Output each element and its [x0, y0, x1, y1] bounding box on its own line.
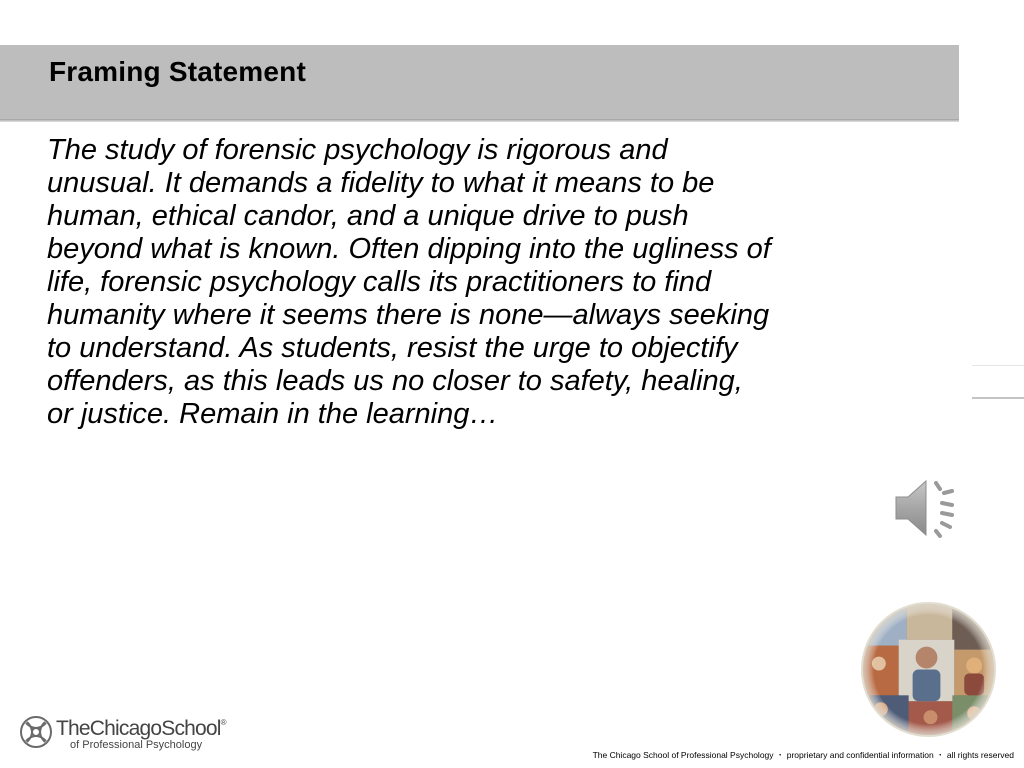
logo-subtitle: of Professional Psychology	[70, 739, 203, 751]
slide-title: Framing Statement	[49, 56, 306, 87]
chicago-school-logo	[18, 713, 226, 755]
footer-copyright: The Chicago School of Professional Psychology ・ proprietary and confidential information ・ all rights reserved	[592, 750, 1014, 760]
photo-collage-image	[859, 600, 998, 739]
title-band-shadow	[0, 119, 959, 122]
logo-name: TheChicagoSchool®	[56, 717, 226, 740]
chicago-school-emblem-icon	[18, 713, 54, 751]
speaker-icon[interactable]	[892, 475, 962, 541]
framing-statement-text: The study of forensic psychology is rigorous and unusual. It demands a fidelity to what it means to be human, ethical candor, and a unique drive to push beyond what is known. Often dipping into the ugliness of life, forensic psychology calls its practitioners to find humanity where it seems there is none—always seeking to understand. As students, resist the urge to objectify offenders, as this leads us no closer to safety, healing, or justice. Remain in the learning…	[47, 134, 771, 430]
title-band	[0, 45, 959, 119]
side-tab	[972, 365, 1024, 399]
